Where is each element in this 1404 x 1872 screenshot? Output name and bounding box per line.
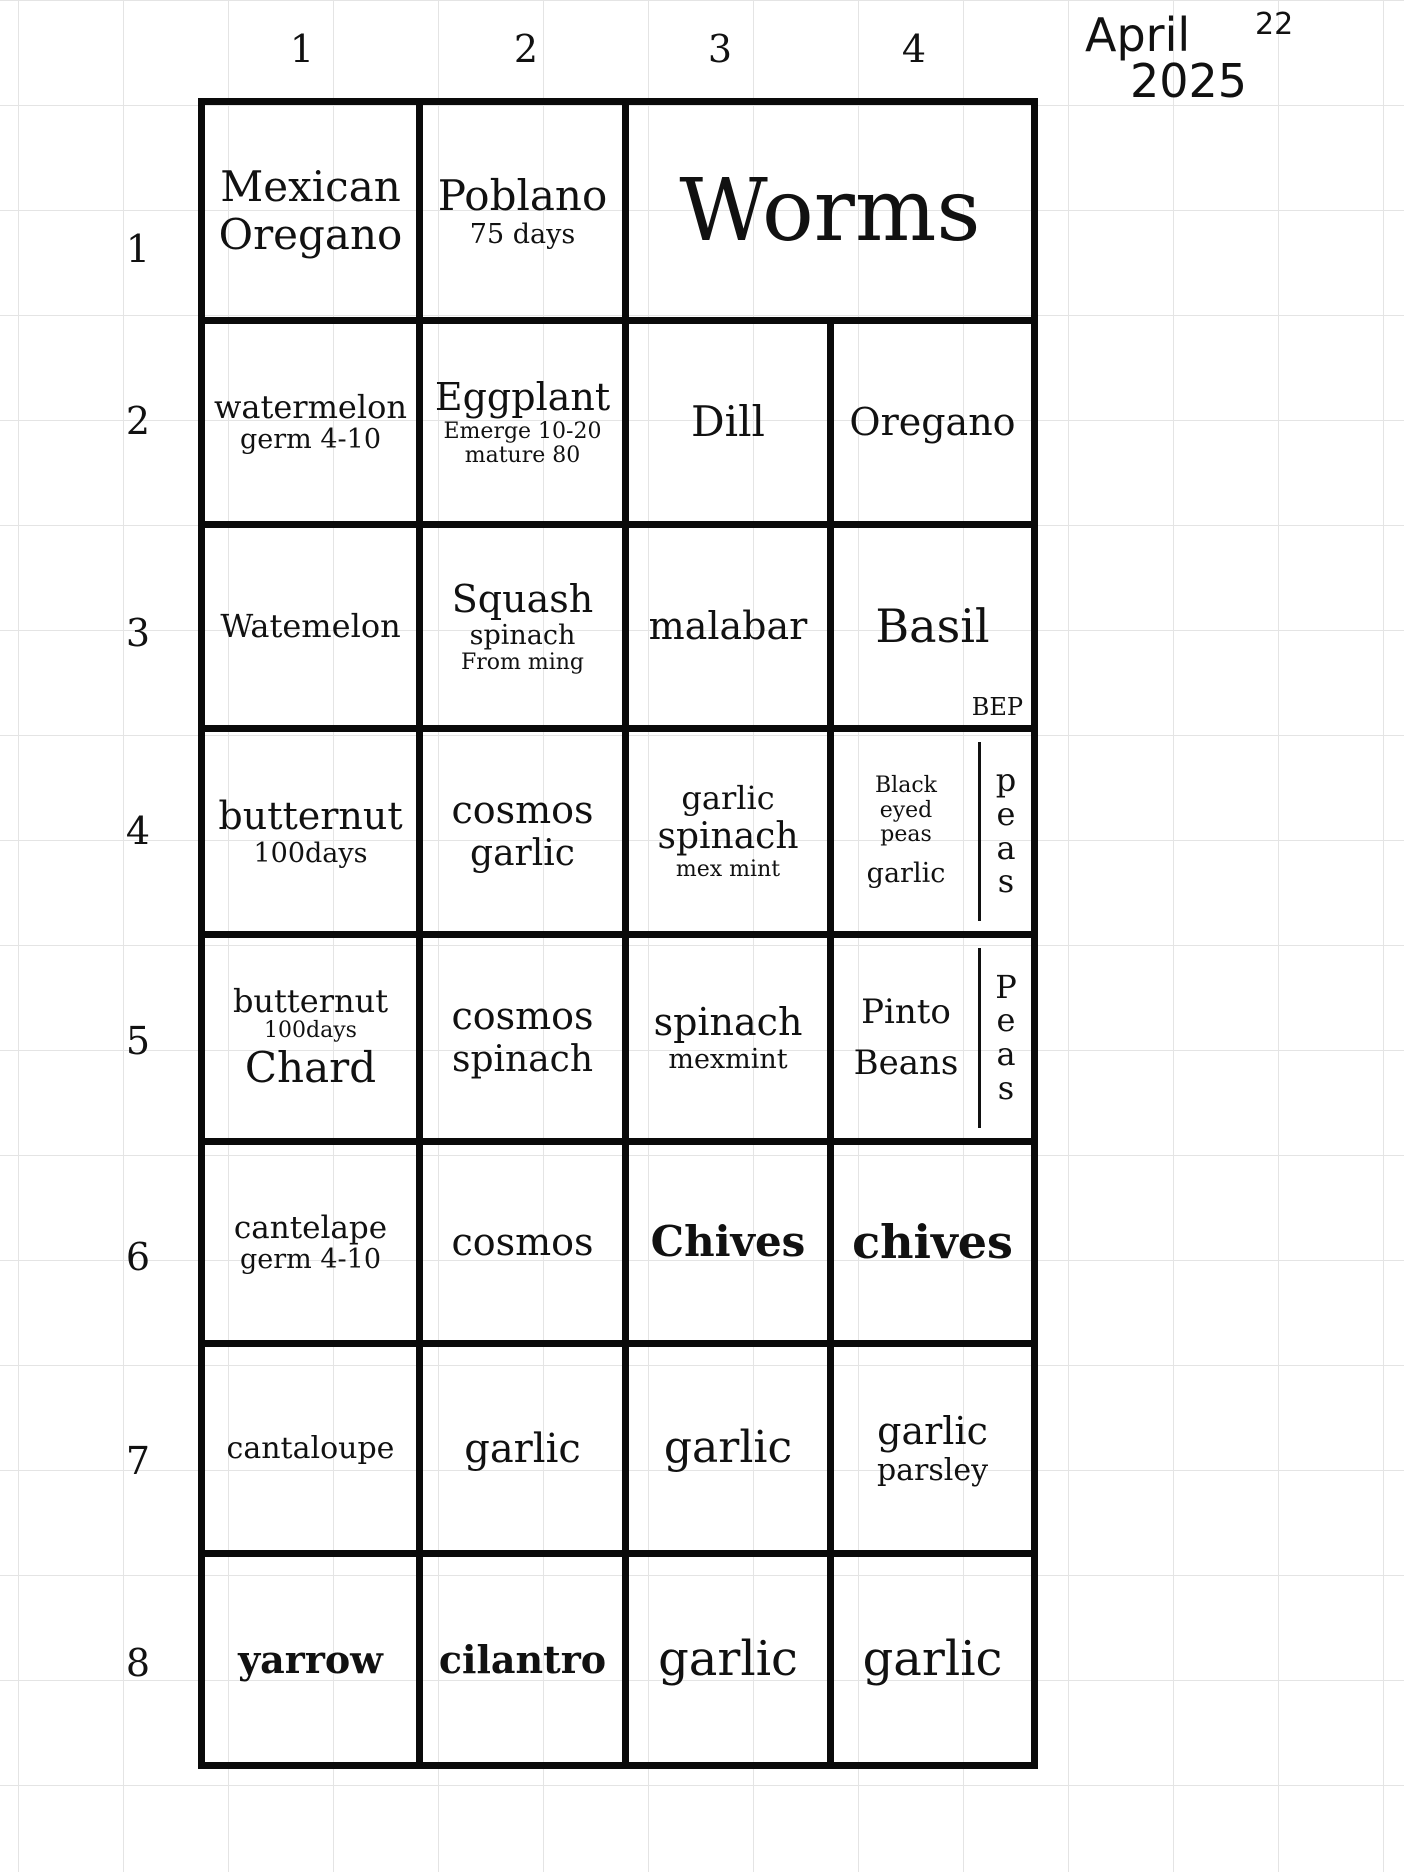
cell-text: spinach xyxy=(469,620,576,652)
row-label-8: 8 xyxy=(125,1641,151,1685)
cell-text: peas xyxy=(880,821,932,847)
cell-text: cilantro xyxy=(438,1636,607,1682)
column-label-4: 4 xyxy=(901,27,927,71)
cell-text: Mexican xyxy=(220,161,401,211)
cell-left-section xyxy=(834,774,978,888)
cell-text: yarrow xyxy=(238,1636,383,1682)
cell-letter: a xyxy=(996,828,1016,867)
cell-text: Worms xyxy=(679,161,981,261)
bed-cell-r4-c2 xyxy=(423,732,622,931)
bed-cell-r3-c2 xyxy=(423,528,622,725)
bed-cell-r5-c1 xyxy=(205,938,416,1138)
bed-cell-r4-c3 xyxy=(629,732,827,931)
bed-cell-r3-c1 xyxy=(205,528,416,725)
cell-text: mature 80 xyxy=(464,443,581,469)
bed-cell-r7-c4 xyxy=(834,1347,1031,1550)
cell-text: parsley xyxy=(876,1452,989,1488)
cell-text: Basil xyxy=(875,599,990,654)
cell-text: Beans xyxy=(853,1043,959,1083)
cell-text: eyed xyxy=(879,797,933,823)
cell-text: watermelon xyxy=(214,388,407,427)
bed-cell-r4-c4 xyxy=(834,732,1031,931)
cell-text: cantelape xyxy=(233,1209,388,1246)
column-label-3: 3 xyxy=(707,27,733,71)
cell-text: mexmint xyxy=(668,1044,788,1075)
cell-text: spinach xyxy=(657,816,799,858)
cell-text: cosmos xyxy=(451,1219,594,1264)
cell-text: spinach xyxy=(653,1000,803,1045)
cell-text: Oregano xyxy=(218,210,403,259)
cell-text: mex mint xyxy=(675,856,781,882)
date-note xyxy=(1085,7,1315,108)
cell-letter: s xyxy=(997,862,1015,901)
cell-text: Dill xyxy=(691,397,765,447)
grid-line xyxy=(205,1340,1031,1347)
cell-left-section xyxy=(834,991,978,1083)
date-month: April xyxy=(1085,8,1191,62)
cell-letter: e xyxy=(996,1001,1016,1040)
bed-cell-r5-c2 xyxy=(423,938,622,1138)
cell-text: Eggplant xyxy=(434,375,611,420)
bed-cell-r5-c3 xyxy=(629,938,827,1138)
garden-bed-grid xyxy=(198,98,1038,1769)
cell-text: From ming xyxy=(460,650,585,676)
bed-cell-r6-c1 xyxy=(205,1145,416,1340)
cell-text: spinach xyxy=(451,1039,594,1081)
cell-text: Squash xyxy=(451,576,594,621)
cell-text: garlic xyxy=(681,779,775,818)
grid-line xyxy=(205,317,1031,324)
bed-cell-r8-c3 xyxy=(629,1557,827,1762)
row-label-5: 5 xyxy=(125,1019,151,1063)
bed-cell-r8-c4 xyxy=(834,1557,1031,1762)
cell-text: cantaloupe xyxy=(226,1431,395,1466)
cell-right-section xyxy=(981,761,1031,901)
bed-cell-r8-c2 xyxy=(423,1557,622,1762)
bed-cell-r1-c2 xyxy=(423,105,622,317)
cell-letter: p xyxy=(995,761,1017,800)
cell-letter: e xyxy=(996,794,1016,833)
column-label-2: 2 xyxy=(513,27,539,71)
cell-letter: a xyxy=(996,1035,1016,1073)
bed-cell-r6-c2 xyxy=(423,1145,622,1340)
cell-text: Chard xyxy=(244,1042,377,1092)
bed-cell-r2-c4 xyxy=(834,324,1031,521)
bed-cell-r6-c4 xyxy=(834,1145,1031,1340)
bed-cell-r4-c1 xyxy=(205,732,416,931)
bed-cell-r5-c4 xyxy=(834,938,1031,1138)
grid-line xyxy=(205,931,1031,938)
bed-cell-r1-c3-c4 xyxy=(629,105,1031,317)
cell-text: 100days xyxy=(264,1018,357,1044)
cell-text: garlic xyxy=(866,857,946,889)
cell-text: malabar xyxy=(648,603,808,648)
cell-letter: s xyxy=(997,1068,1015,1107)
cell-text: Pinto xyxy=(861,991,951,1032)
cell-text: Emerge 10-20 xyxy=(443,419,602,445)
column-label-1: 1 xyxy=(289,27,315,71)
cell-text: 100days xyxy=(253,837,368,869)
cell-text: garlic xyxy=(470,832,575,874)
cell-right-section xyxy=(981,967,1031,1107)
bed-cell-r2-c1 xyxy=(205,324,416,521)
bed-cell-r6-c3 xyxy=(629,1145,827,1340)
bed-cell-r2-c3 xyxy=(629,324,827,521)
cell-text: chives xyxy=(852,1215,1013,1270)
bed-cell-r7-c3 xyxy=(629,1347,827,1550)
grid-line xyxy=(205,1138,1031,1145)
cell-text: garlic xyxy=(464,1425,581,1472)
cell-text: garlic xyxy=(877,1409,988,1454)
row-label-3: 3 xyxy=(125,611,151,655)
cell-text: Watemelon xyxy=(220,606,401,645)
cell-text: cosmos xyxy=(451,994,594,1039)
cell-text: butternut xyxy=(232,982,389,1021)
cell-letter: P xyxy=(995,967,1017,1006)
cell-text: Oregano xyxy=(849,399,1016,444)
bed-cell-r3-c4 xyxy=(834,528,1031,725)
row-label-1: 1 xyxy=(125,227,151,271)
grid-line xyxy=(205,1550,1031,1557)
bed-cell-r7-c2 xyxy=(423,1347,622,1550)
cell-text: butternut xyxy=(218,793,403,838)
bed-cell-r2-c2 xyxy=(423,324,622,521)
date-day: 22 xyxy=(1255,7,1294,42)
cell-text: garlic xyxy=(663,1422,793,1474)
date-year: 2025 xyxy=(1130,54,1248,108)
row-label-7: 7 xyxy=(125,1439,151,1483)
cell-text: garlic xyxy=(862,1630,1003,1687)
cell-text: cosmos xyxy=(451,787,594,832)
cell-text: germ 4-10 xyxy=(239,424,381,456)
row-label-6: 6 xyxy=(125,1235,151,1279)
cell-text: Chives xyxy=(650,1217,806,1267)
bed-cell-r1-c1 xyxy=(205,105,416,317)
bed-cell-r8-c1 xyxy=(205,1557,416,1762)
cell-text: Black xyxy=(875,773,937,799)
bed-cell-r7-c1 xyxy=(205,1347,416,1550)
cell-text: garlic xyxy=(658,1630,798,1687)
cell-text: 75 days xyxy=(469,219,576,251)
bed-cell-r3-c3 xyxy=(629,528,827,725)
cell-text: Poblano xyxy=(437,171,608,220)
row-label-2: 2 xyxy=(125,399,151,443)
cell-note: BEP xyxy=(971,693,1023,721)
row-label-4: 4 xyxy=(125,809,151,853)
cell-text: germ 4-10 xyxy=(239,1243,381,1275)
grid-line xyxy=(827,317,834,1762)
grid-line xyxy=(205,521,1031,528)
grid-line xyxy=(205,725,1031,732)
